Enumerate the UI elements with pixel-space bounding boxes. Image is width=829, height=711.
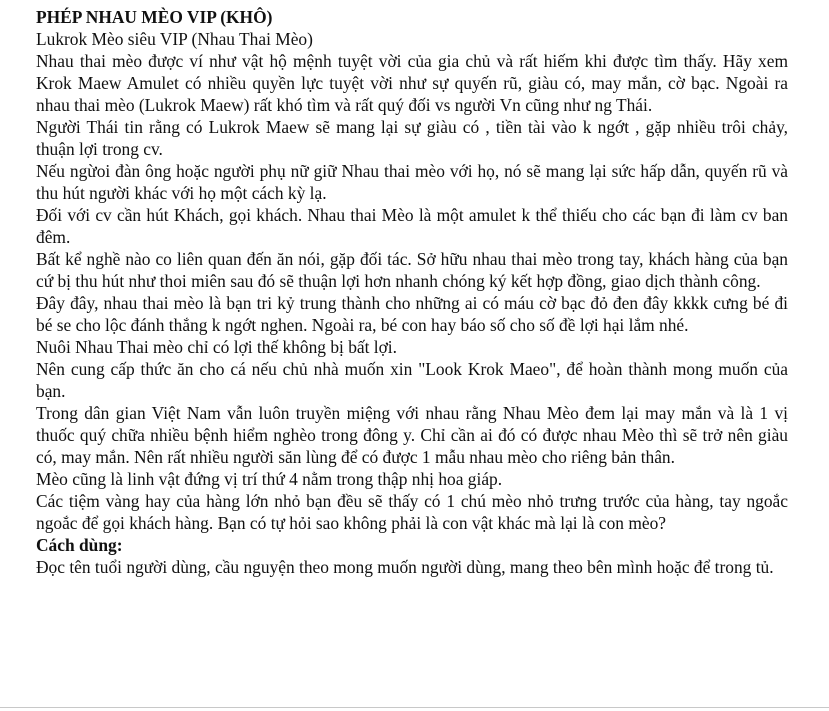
document-title: PHÉP NHAU MÈO VIP (KHÔ) — [36, 7, 273, 27]
usage-heading: Cách dùng: — [36, 535, 123, 555]
usage-text: Đọc tên tuổi người dùng, cầu nguyện theo mong muốn người dùng, mang theo bên mình hoặc để trong tủ. — [36, 557, 774, 577]
paragraph-intro: Nhau thai mèo được ví như vật hộ mệnh tuyệt vời của gia chủ và rất hiếm khi được tìm thấy. Hãy xem Krok Maew Amulet có nhiều quyền lực tuyệt vời như sự quyến rũ, giàu có, may mắn, cờ bạc. Ngoài ra nhau thai mèo (Lukrok Maew) rất khó tìm và rất quý đối vs người Vn cũng như ng Thái. — [36, 51, 788, 115]
paragraph-offering: Nên cung cấp thức ăn cho cá nếu chủ nhà muốn xin "Look Krok Maeo", để hoàn thành mong muốn của bạn. — [36, 359, 788, 401]
document-body — [36, 6, 788, 578]
paragraph-advantage: Nuôi Nhau Thai mèo chỉ có lợi thế không bị bất lợi. — [36, 337, 397, 357]
document-subtitle: Lukrok Mèo siêu VIP (Nhau Thai Mèo) — [36, 29, 313, 49]
paragraph-night-work: Đối với cv cần hút Khách, gọi khách. Nhau thai Mèo là một amulet k thể thiếu cho các bạn đi làm cv ban đêm. — [36, 205, 788, 247]
page-bottom-divider — [0, 707, 829, 708]
paragraph-thai-belief: Người Thái tin rằng có Lukrok Maew sẽ mang lại sự giàu có , tiền tài vào k ngớt , gặp nhiều trôi chảy, thuận lợi trong cv. — [36, 117, 788, 159]
paragraph-business: Bất kể nghề nào co liên quan đến ăn nói, gặp đối tác. Sở hữu nhau thai mèo trong tay, khách hàng của bạn cứ bị thu hút như thoi miên sau đó sẽ thuận lợi hơn nhanh chóng ký kết hợp đồng, giao dịch thành công. — [36, 249, 788, 291]
paragraph-folklore: Trong dân gian Việt Nam vẫn luôn truyền miệng với nhau rằng Nhau Mèo đem lại may mắn và là 1 vị thuốc quý chữa nhiều bệnh hiểm nghèo trong đông y. Chỉ cần ai đó có được nhau Mèo thì sẽ trở nên giàu có, may mắn. Nên rất nhiều người săn lùng để có được 1 mẫu nhau mèo cho riêng bản thân. — [36, 403, 788, 467]
paragraph-gambling: Đây đây, nhau thai mèo là bạn tri kỷ trung thành cho những ai có máu cờ bạc đỏ đen đây kkkk cưng bé đi bé se cho lộc đánh thắng k ngớt nghen. Ngoài ra, bé con hay báo số cho số đề lợi hại lắm nhé. — [36, 293, 788, 335]
paragraph-shops: Các tiệm vàng hay của hàng lớn nhỏ bạn đều sẽ thấy có 1 chú mèo nhỏ trưng trước của hàng, tay ngoắc ngoắc để gọi khách hàng. Bạn có tự hỏi sao không phải là con vật khác mà lại là con mèo? — [36, 491, 788, 533]
paragraph-attraction: Nếu ngừoi đàn ông hoặc người phụ nữ giữ Nhau thai mèo với họ, nó sẽ mang lại sức hấp dẫn, quyến rũ và thu hút người khác với họ một cách kỳ lạ. — [36, 161, 788, 203]
paragraph-zodiac: Mèo cũng là linh vật đứng vị trí thứ 4 nằm trong thập nhị hoa giáp. — [36, 469, 503, 489]
